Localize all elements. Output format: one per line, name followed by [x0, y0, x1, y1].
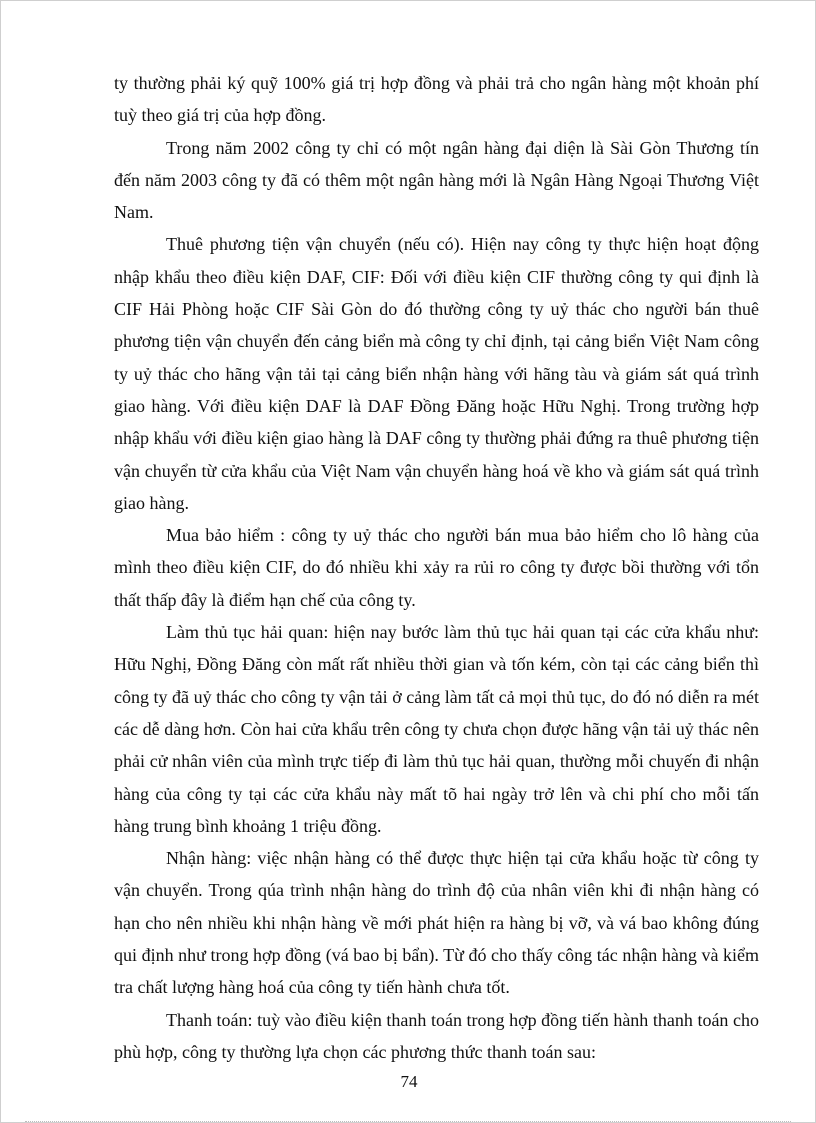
paragraph-transport: Thuê phương tiện vận chuyển (nếu có). Hiện nay công ty thực hiện hoạt động nhập khẩu theo điều kiện DAF, CIF: Đối với điều kiện CIF thường công ty qui định là CIF Hải Phòng hoặc CIF Sài Gòn do đó thường công ty uỷ thác cho người bán thuê phương tiện vận chuyển đến cảng biển mà công ty chỉ định, tại cảng biển Việt Nam công ty uỷ thác cho hãng vận tải tại cảng biển nhận hàng với hãng tàu và giám sát quá trình giao hàng. Với điều kiện DAF là DAF Đồng Đăng hoặc Hữu Nghị. Trong trường hợp nhập khẩu với điều kiện giao hàng là DAF công ty thường phải đứng ra thuê phương tiện vận chuyển từ cửa khẩu của Việt Nam vận chuyển hàng hoá về kho và giám sát quá trình giao hàng. [114, 234, 759, 513]
paragraph-continuation: ty thường phải ký quỹ 100% giá trị hợp đồng và phải trả cho ngân hàng một khoản phí tuỳ theo giá trị của hợp đồng. [114, 73, 759, 126]
paragraph-payment: Thanh toán: tuỳ vào điều kiện thanh toán trong hợp đồng tiến hành thanh toán cho phù hợp, công ty thường lựa chọn các phương thức thanh toán sau: [114, 1009, 759, 1062]
paragraph-receiving: Nhận hàng: việc nhận hàng có thể được thực hiện tại cửa khẩu hoặc từ công ty vận chuyển. Trong qúa trình nhận hàng do trình độ của nhân viên khi đi nhận hàng có hạn cho nên nhiều khi nhận hàng về mới phát hiện ra hàng bị vỡ, và vá bao không đúng qui định như trong hợp đồng (vá bao bị bẩn). Từ đó cho thấy công tác nhận hàng và kiểm tra chất lượng hàng hoá của công ty tiến hành chưa tốt. [114, 848, 759, 998]
paragraph-bank: Trong năm 2002 công ty chỉ có một ngân hàng đại diện là Sài Gòn Thương tín đến năm 2003 công ty đã có thêm một ngân hàng mới là Ngân Hàng Ngoại Thương Việt Nam. [114, 137, 759, 223]
page-bottom-divider [25, 1121, 791, 1122]
paragraph-insurance: Mua bảo hiểm : công ty uỷ thác cho người bán mua bảo hiểm cho lô hàng của mình theo điều kiện CIF, do đó nhiều khi xảy ra rủi ro công ty được bồi thường với tổn thất thấp đây là điểm hạn chế của công ty. [114, 525, 759, 610]
page-number: 74 [400, 1072, 418, 1091]
body-text [114, 67, 759, 1068]
paragraph-customs: Làm thủ tục hải quan: hiện nay bước làm thủ tục hải quan tại các cửa khẩu như: Hữu Nghị, Đồng Đăng còn mất rất nhiều thời gian và tốn kém, còn tại các cảng biển thì công ty đã uỷ thác cho công ty vận tải ở cảng làm tất cả mọi thủ tục, do đó nó diễn ra mét các dễ dàng hơn. Còn hai cửa khẩu trên công ty chưa chọn được hãng vận tải uỷ thác nên phải cử nhân viên của mình trực tiếp đi làm thủ tục hải quan, thường mỗi chuyến đi nhận hàng của công ty tại các cửa khẩu này mất tõ hai ngày trở lên và chi phí cho mỗi tấn hàng trung bình khoảng 1 triệu đồng. [114, 622, 759, 836]
